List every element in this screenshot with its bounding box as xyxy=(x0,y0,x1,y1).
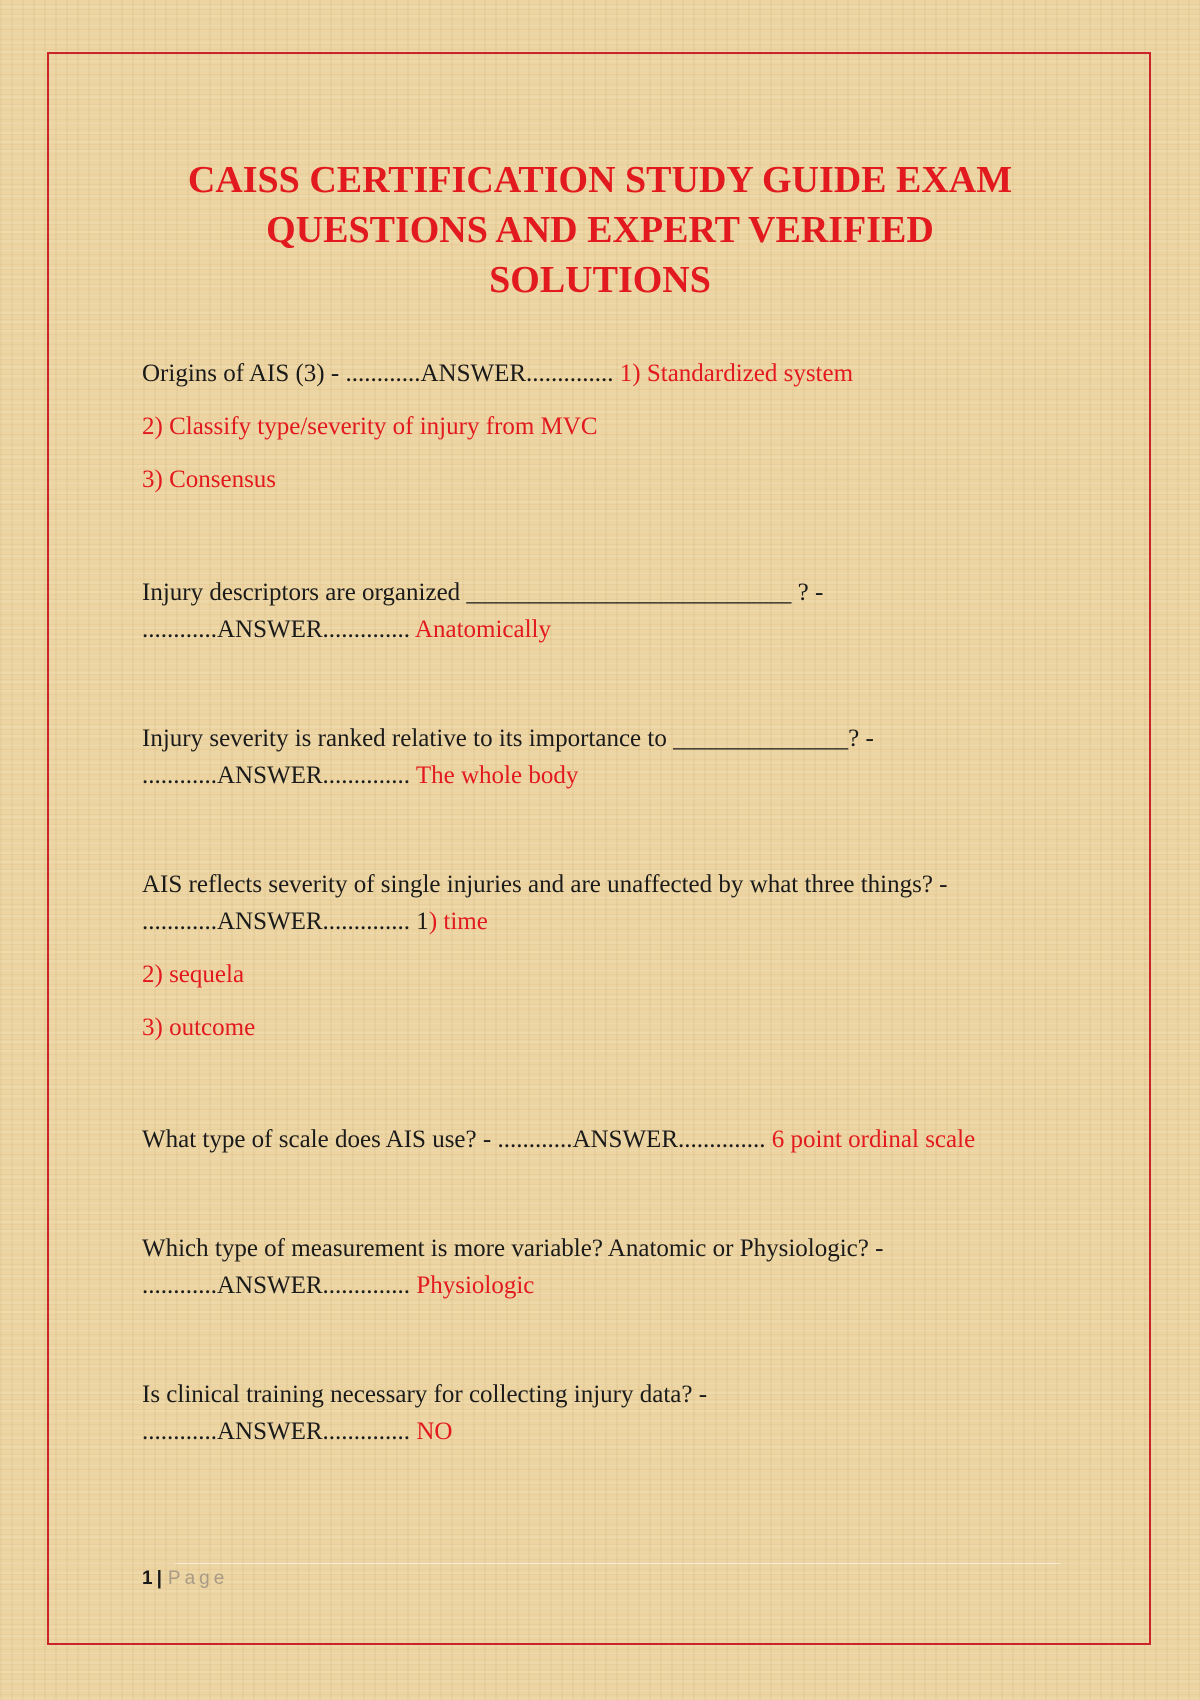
qa-item-unaffected xyxy=(142,866,1092,1046)
qa-item-clinical-training xyxy=(142,1376,1092,1450)
question-line-2 xyxy=(142,1413,1092,1450)
answer-text: 1) Standardized system xyxy=(613,360,854,387)
answer-line-3: 3) Consensus xyxy=(142,466,277,493)
question-text: Is clinical training necessary for collecting injury data? - xyxy=(142,1381,708,1408)
title-line-3: SOLUTIONS xyxy=(489,259,711,301)
answer-text: 6 point ordinal scale xyxy=(765,1126,976,1153)
answer-marker: ............ANSWER.............. 1 xyxy=(142,908,429,935)
question-text: AIS reflects severity of single injuries and are unaffected by what three things? - xyxy=(142,871,948,898)
answer-line-2: 2) sequela xyxy=(142,961,245,988)
question-text: Which type of measurement is more variable? Anatomic or Physiologic? - xyxy=(142,1235,884,1262)
document-title xyxy=(100,155,1100,305)
question-line-2 xyxy=(142,1267,1092,1304)
question-line xyxy=(142,1121,1092,1158)
footer-separator: | xyxy=(156,1568,162,1589)
question-text: What type of scale does AIS use? - ............ANSWER.............. xyxy=(142,1126,766,1153)
answer-text: The whole body xyxy=(410,762,579,789)
answer-marker: ............ANSWER.............. xyxy=(142,616,411,643)
qa-item-severity-rank xyxy=(142,720,1092,794)
question-line-2 xyxy=(142,903,1092,940)
qa-item-measurement xyxy=(142,1230,1092,1304)
page-number: 1 xyxy=(142,1568,153,1589)
answer-text: Physiologic xyxy=(410,1272,535,1299)
qa-item-scale xyxy=(142,1121,1092,1158)
title-line-1: CAISS CERTIFICATION STUDY GUIDE EXAM xyxy=(187,159,1013,201)
question-line-2 xyxy=(142,611,1092,648)
qa-item-origins xyxy=(142,355,1092,498)
page-label: Page xyxy=(167,1568,229,1589)
answer-marker: ............ANSWER.............. xyxy=(142,1418,411,1445)
question-line xyxy=(142,355,1092,392)
question-text: Injury severity is ranked relative to its importance to ______________? - xyxy=(142,725,874,752)
title-line-2: QUESTIONS AND EXPERT VERIFIED xyxy=(266,209,934,251)
page-footer xyxy=(142,1568,228,1590)
answer-marker: ............ANSWER.............. xyxy=(142,1272,411,1299)
qa-item-descriptors xyxy=(142,574,1092,648)
question-text: Injury descriptors are organized __________________________ ? - xyxy=(142,579,824,606)
answer-text: ) time xyxy=(428,908,488,935)
answer-marker: ............ANSWER.............. xyxy=(142,762,411,789)
answer-line-2: 2) Classify type/severity of injury from MVC xyxy=(142,413,598,440)
footer-rule xyxy=(175,1563,1060,1564)
answer-text: Anatomically xyxy=(410,616,552,643)
question-line-2 xyxy=(142,757,1092,794)
answer-text: NO xyxy=(410,1418,453,1445)
question-text: Origins of AIS (3) - ............ANSWER.............. xyxy=(142,360,614,387)
answer-line-3: 3) outcome xyxy=(142,1014,256,1041)
